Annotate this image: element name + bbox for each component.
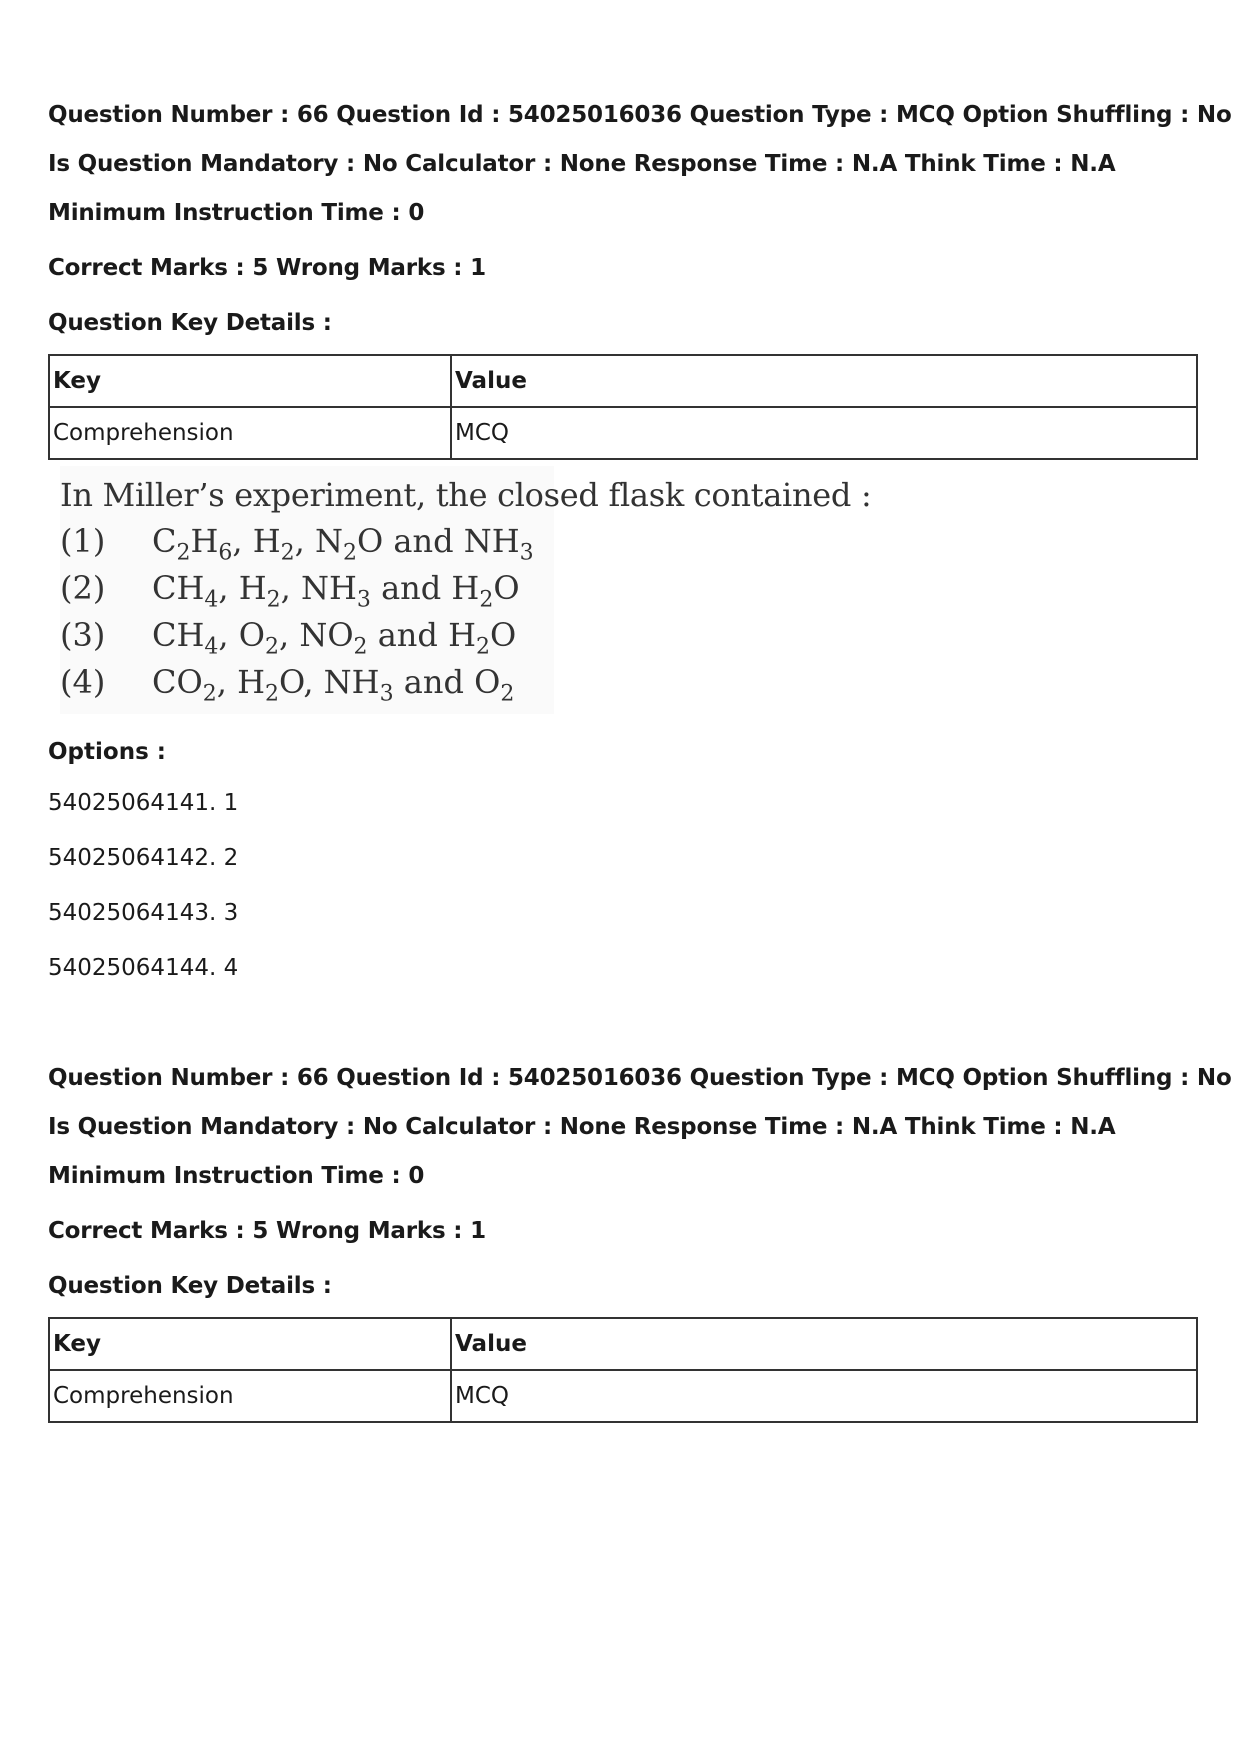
option-item-1: 54025064141. 1 <box>48 790 239 816</box>
table-header-key: Key <box>49 1318 451 1370</box>
option-item-4: 54025064144. 4 <box>48 955 239 981</box>
question-meta-line-2: Is Question Mandatory : No Calculator : None Response Time : N.A Think Time : N.A <box>48 1114 1116 1140</box>
question-block-2 <box>48 1054 1232 1423</box>
question-meta-line-2: Is Question Mandatory : No Calculator : None Response Time : N.A Think Time : N.A <box>48 151 1116 177</box>
table-cell-value: MCQ <box>451 407 1197 459</box>
option-item-3: 54025064143. 3 <box>48 900 239 926</box>
question-meta-line-3: Minimum Instruction Time : 0 <box>48 1163 425 1189</box>
question-block-1 <box>48 91 1232 996</box>
question-meta-line-1: Question Number : 66 Question Id : 54025016036 Question Type : MCQ Option Shuffling : No <box>48 102 1232 128</box>
key-details-heading: Question Key Details : <box>48 310 332 336</box>
question-meta-line-3: Minimum Instruction Time : 0 <box>48 200 425 226</box>
table-cell-key: Comprehension <box>49 1370 451 1422</box>
table-header-key: Key <box>49 355 451 407</box>
choice-number: (2) <box>60 569 106 607</box>
question-choice-2 <box>60 565 554 612</box>
choice-formula: $C_2H_6$, $H_2$, $N_2O$ and $NH_3$ <box>152 522 534 566</box>
question-choices <box>60 518 554 706</box>
marks-line: Correct Marks : 5 Wrong Marks : 1 <box>48 255 486 281</box>
marks-line: Correct Marks : 5 Wrong Marks : 1 <box>48 1218 486 1244</box>
option-item-2: 54025064142. 2 <box>48 845 239 871</box>
table-row <box>49 1370 1197 1422</box>
table-header-value: Value <box>451 1318 1197 1370</box>
question-choice-1 <box>60 518 554 565</box>
table-header-row <box>49 355 1197 407</box>
options-heading: Options : <box>48 739 166 765</box>
key-value-table <box>48 354 1198 460</box>
question-text: In Miller’s experiment, the closed flask contained : <box>60 476 872 514</box>
table-header-value: Value <box>451 355 1197 407</box>
key-details-heading: Question Key Details : <box>48 1273 332 1299</box>
choice-number: (1) <box>60 522 106 560</box>
key-value-table <box>48 1317 1198 1423</box>
question-choice-4 <box>60 659 554 706</box>
choice-formula: $CH_4$, $H_2$, $NH_3$ and $H_2O$ <box>152 569 520 613</box>
document-page <box>48 0 1232 1423</box>
question-choice-3 <box>60 612 554 659</box>
table-header-row <box>49 1318 1197 1370</box>
choice-number: (4) <box>60 663 106 701</box>
question-meta-line-1: Question Number : 66 Question Id : 54025016036 Question Type : MCQ Option Shuffling : No <box>48 1065 1232 1091</box>
table-cell-value: MCQ <box>451 1370 1197 1422</box>
choice-formula: $CH_4$, $O_2$, $NO_2$ and $H_2O$ <box>152 616 517 660</box>
table-row <box>49 407 1197 459</box>
question-image <box>60 466 872 714</box>
choice-number: (3) <box>60 616 106 654</box>
choice-formula: $CO_2$, $H_2O$, $NH_3$ and $O_2$ <box>152 663 515 707</box>
table-cell-key: Comprehension <box>49 407 451 459</box>
